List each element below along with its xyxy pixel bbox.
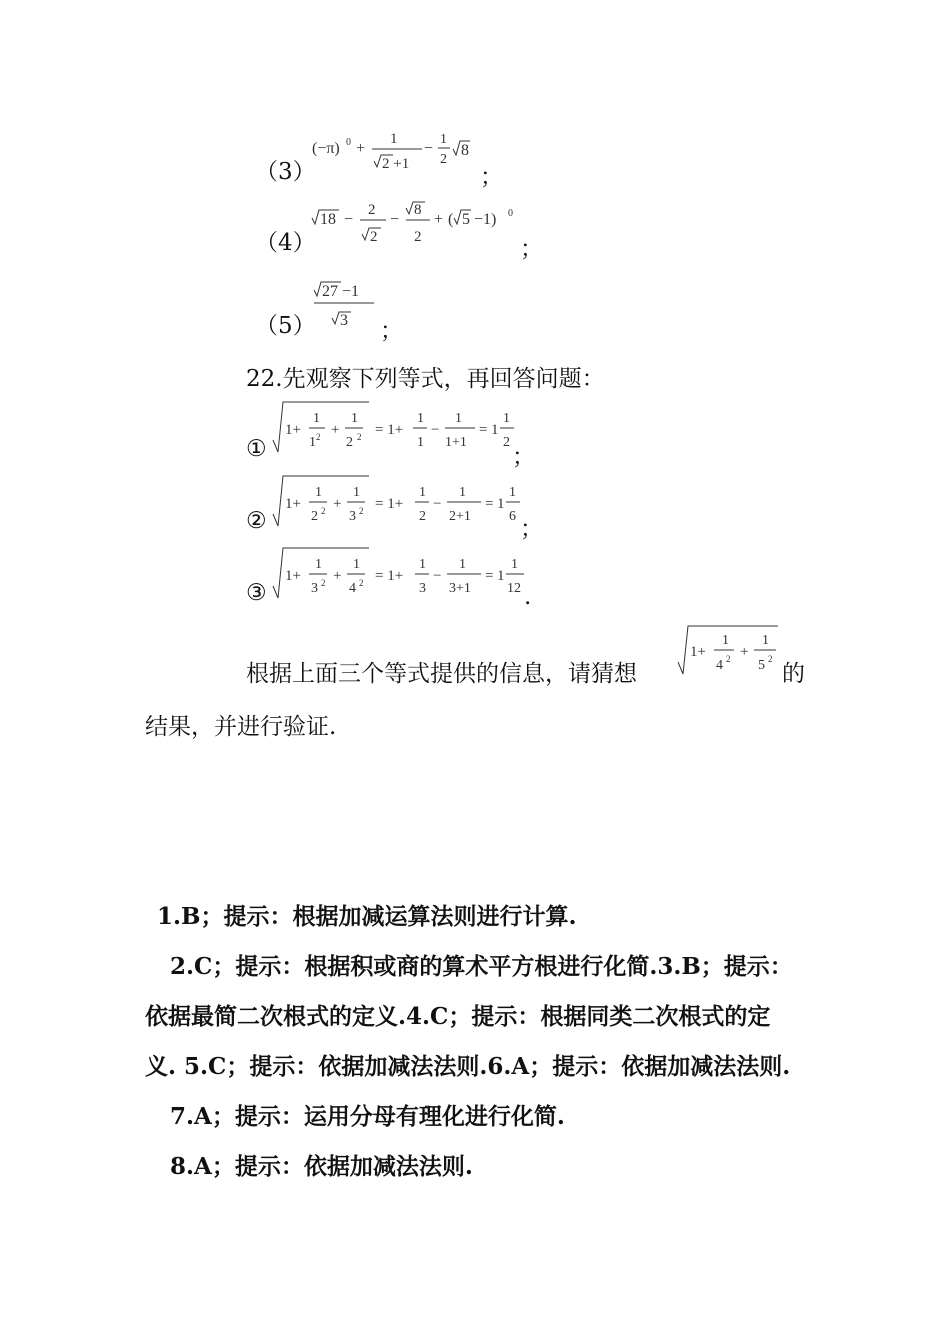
svg-text:3+1: 3+1 (449, 581, 471, 596)
problem-5-label: （5） (255, 313, 316, 339)
svg-text:−: − (433, 496, 442, 512)
svg-text:12: $1^2$ (309, 432, 321, 450)
svg-text:+: + (331, 422, 340, 438)
svg-text:2: 2 (346, 435, 353, 450)
svg-text:1: 1 (351, 411, 358, 426)
eq2-label: ② (246, 508, 267, 534)
answer-line-1: 1.B；提示：根据加减运算法则进行计算. (157, 903, 577, 930)
svg-text:1: 1 (390, 131, 398, 147)
guess-expression (676, 624, 786, 682)
svg-text:3: 3 (419, 581, 426, 596)
svg-text:=: = (485, 496, 494, 512)
svg-text:1: 1 (419, 485, 426, 500)
eq1-expression (271, 400, 521, 460)
svg-text:2+1: 2+1 (449, 509, 471, 524)
svg-text:2: 2 (321, 506, 326, 516)
answer-line-4: 义. 5.C；提示：依据加减法法则.6.A；提示：依据加减法法则. (145, 1053, 791, 1080)
svg-text:3: 3 (349, 509, 356, 524)
svg-text:+: + (356, 140, 366, 157)
svg-text:2: 2 (321, 578, 326, 588)
eq1-end: ； (512, 444, 535, 470)
svg-text:=: = (485, 568, 494, 584)
eq2-expression (271, 474, 531, 534)
svg-text:6: 6 (509, 509, 516, 524)
svg-text:2: 2 (359, 578, 364, 588)
svg-text:1+1: 1+1 (445, 435, 467, 450)
eq3-label: ③ (246, 580, 267, 606)
svg-text:1+: 1+ (285, 496, 301, 512)
svg-text:1: 1 (419, 557, 426, 572)
svg-text:18: 18 (320, 211, 336, 228)
answer-line-6: 8.A；提示：依据加减法法则. (170, 1153, 473, 1180)
svg-text:= 1+: = 1+ (375, 422, 404, 438)
svg-text:2: 2 (359, 506, 364, 516)
svg-text:1: 1 (497, 568, 505, 584)
svg-text:= 1+: = 1+ (375, 568, 404, 584)
problem-3-expression (310, 125, 490, 175)
q22-ask-part2: 的 (782, 661, 805, 687)
svg-text:4: 4 (349, 581, 356, 596)
svg-text:1: 1 (459, 485, 466, 500)
svg-text:1: 1 (503, 411, 510, 426)
svg-text:(−π): (−π) (312, 140, 340, 157)
svg-text:2: 2 (311, 509, 318, 524)
svg-text:(: ( (448, 211, 454, 228)
answer-line-2: 2.C；提示：根据积或商的算术平方根进行化简.3.B；提示： (170, 953, 793, 980)
svg-text:1: 1 (497, 496, 505, 512)
problem-3-end: ； (480, 164, 503, 190)
svg-text:0: 0 (508, 208, 513, 219)
svg-text:2: 2 (419, 509, 426, 524)
problem-5-expression (310, 278, 390, 334)
svg-text:+: + (434, 211, 444, 228)
svg-text:1: 1 (417, 411, 424, 426)
svg-text:1: 1 (455, 411, 462, 426)
svg-text:1: 1 (509, 485, 516, 500)
svg-text:4: 4 (716, 658, 723, 673)
svg-text:= 1+: = 1+ (375, 496, 404, 512)
svg-text:1: 1 (511, 557, 518, 572)
q22-ask-part1: 根据上面三个等式提供的信息，请猜想 (246, 661, 637, 687)
q22-ask-line2: 结果，并进行验证. (145, 714, 337, 740)
svg-text:1: 1 (762, 633, 769, 648)
svg-text:2: 2 (368, 202, 376, 218)
svg-text:2: 2 (357, 432, 362, 442)
svg-text:−: − (424, 140, 434, 157)
svg-text:=: = (479, 422, 488, 438)
svg-text:1+: 1+ (690, 644, 706, 660)
svg-text:2: 2 (768, 654, 773, 664)
svg-text:3: 3 (311, 581, 318, 596)
q22-title: 22.先观察下列等式，再回答问题： (246, 366, 605, 392)
svg-text:2: 2 (440, 152, 447, 167)
svg-text:8: 8 (414, 202, 422, 218)
problem-4-label: （4） (255, 230, 316, 256)
answer-line-5: 7.A；提示：运用分母有理化进行化简. (170, 1103, 565, 1130)
svg-text:2: 2 (370, 229, 378, 245)
svg-text:27 −1: 27 −1 (322, 283, 360, 300)
svg-text:+: + (333, 496, 342, 512)
svg-text:−: − (390, 211, 400, 228)
problem-5-end: ； (380, 318, 403, 344)
svg-text:1: 1 (722, 633, 729, 648)
problem-3-label: （3） (255, 159, 316, 185)
svg-text:1: 1 (459, 557, 466, 572)
svg-text:−: − (431, 422, 440, 438)
svg-text:2: 2 (726, 654, 731, 664)
svg-text:5: 5 (758, 658, 765, 673)
svg-text:1+: 1+ (285, 568, 301, 584)
svg-text:1+: 1+ (285, 422, 301, 438)
svg-text:2: 2 (414, 229, 422, 245)
svg-text:1: 1 (315, 485, 322, 500)
svg-text:−: − (344, 211, 354, 228)
svg-text:5 −1): 5 −1) (462, 211, 497, 228)
eq3-expression (271, 546, 531, 606)
problem-4-end: ； (520, 236, 543, 262)
svg-text:1: 1 (353, 557, 360, 572)
svg-text:1: 1 (417, 435, 424, 450)
svg-text:2 +1: 2 +1 (382, 156, 410, 172)
svg-text:8: 8 (461, 142, 469, 159)
problem-4-expression (310, 196, 530, 252)
svg-text:1: 1 (491, 422, 499, 438)
svg-text:1: 1 (313, 411, 320, 426)
answer-line-3: 依据最简二次根式的定义.4.C；提示：根据同类二次根式的定 (145, 1003, 771, 1030)
eq2-end: ； (520, 516, 543, 542)
eq3-end: . (524, 584, 532, 610)
svg-text:+: + (333, 568, 342, 584)
svg-text:12: 12 (507, 581, 521, 596)
svg-text:0: 0 (346, 137, 351, 148)
svg-text:−: − (433, 568, 442, 584)
svg-text:2: 2 (503, 435, 510, 450)
svg-text:1: 1 (353, 485, 360, 500)
svg-text:1: 1 (440, 132, 447, 147)
svg-text:+: + (740, 644, 749, 660)
svg-text:3: 3 (340, 312, 348, 329)
svg-text:1: 1 (315, 557, 322, 572)
eq1-label: ① (246, 436, 267, 462)
